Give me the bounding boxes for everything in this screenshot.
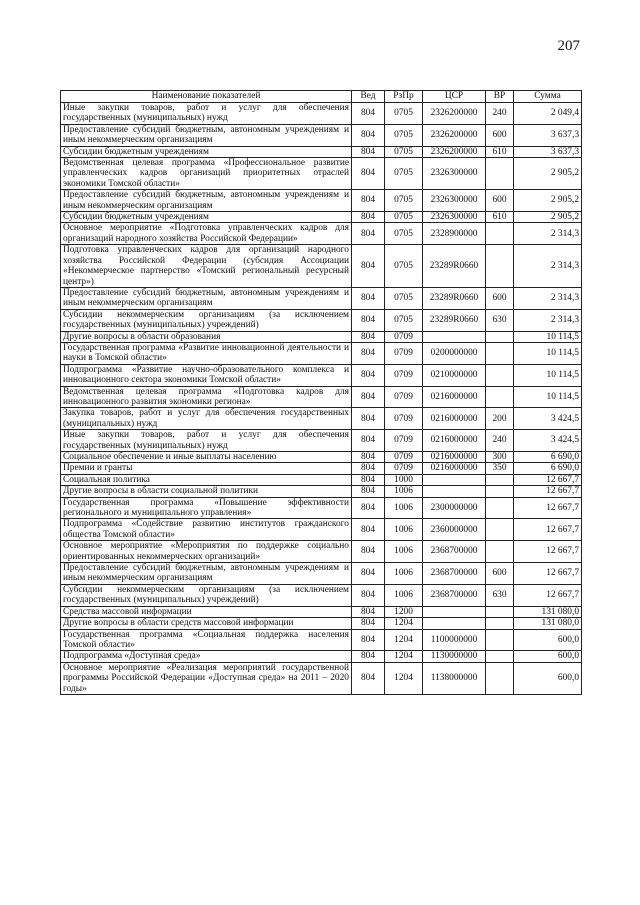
cell-vr [486,519,514,541]
cell-vr: 600 [486,287,514,309]
cell-ved: 804 [352,584,385,606]
table-row [61,463,582,474]
cell-rzpr: 1200 [385,606,423,617]
cell-sum: 10 114,5 [514,342,582,364]
cell-ved: 804 [352,563,385,585]
cell-name: Государственная программа «Повышение эффективности регионального и муниципального управления» [61,497,352,519]
cell-csr: 23289R0660 [423,245,486,288]
cell-csr: 2326200000 [423,146,486,157]
cell-csr: 1100000000 [423,629,486,651]
table-row [61,124,582,146]
cell-sum: 131 080,0 [514,618,582,629]
cell-ved: 804 [352,463,385,474]
cell-name: Подпрограмма «Развитие научно-образовательного комплекса и инновационного сектора экономики Томской области» [61,364,352,386]
cell-vr: 630 [486,584,514,606]
cell-csr: 2326200000 [423,124,486,146]
cell-rzpr: 0705 [385,287,423,309]
cell-csr: 2326300000 [423,212,486,223]
table-row [61,103,582,125]
cell-csr: 1138000000 [423,662,486,694]
cell-ved: 804 [352,331,385,342]
cell-csr [423,486,486,497]
cell-csr: 0216000000 [423,386,486,408]
cell-name: Другие вопросы в области средств массовой информации [61,618,352,629]
header-ved: Вед [352,91,385,103]
cell-csr: 0216000000 [423,430,486,452]
cell-ved: 804 [352,287,385,309]
cell-rzpr: 1006 [385,541,423,563]
cell-vr [486,158,514,190]
cell-vr: 610 [486,146,514,157]
table-row [61,430,582,452]
cell-ved: 804 [352,606,385,617]
table-row [61,651,582,662]
header-name: Наименование показателей [61,91,352,103]
cell-sum: 3 637,3 [514,124,582,146]
cell-rzpr: 1006 [385,584,423,606]
page-number: 207 [557,38,580,54]
cell-sum: 10 114,5 [514,331,582,342]
cell-csr: 2328900000 [423,223,486,245]
cell-vr: 240 [486,103,514,125]
cell-sum: 3 424,5 [514,430,582,452]
cell-rzpr: 1204 [385,618,423,629]
cell-ved: 804 [352,474,385,485]
table-row [61,541,582,563]
cell-name: Ведомственная целевая программа «Профессиональное развитие управленческих кадров организаций приоритетных отраслей экономики Томской области» [61,158,352,190]
cell-sum: 6 690,0 [514,463,582,474]
cell-name: Подготовка управленческих кадров для организаций народного хозяйства Российской Федерации (субсидия Ассоциации «Некоммерческое партнерство «Томский региональный ресурсный центр») [61,245,352,288]
cell-vr: 630 [486,309,514,331]
cell-ved: 804 [352,103,385,125]
table-row [61,584,582,606]
cell-rzpr: 0705 [385,158,423,190]
cell-csr: 2368700000 [423,563,486,585]
cell-name: Субсидии бюджетным учреждениям [61,146,352,157]
cell-name: Другие вопросы в области образования [61,331,352,342]
cell-csr: 2300000000 [423,497,486,519]
cell-ved: 804 [352,452,385,463]
cell-rzpr: 1006 [385,519,423,541]
cell-ved: 804 [352,497,385,519]
table-row [61,146,582,157]
cell-rzpr: 1204 [385,629,423,651]
cell-name: Иные закупки товаров, работ и услуг для обеспечения государственных (муниципальных) нужд [61,103,352,125]
table-row [61,606,582,617]
cell-vr [486,223,514,245]
cell-rzpr: 0709 [385,364,423,386]
cell-csr: 0210000000 [423,364,486,386]
cell-vr: 610 [486,212,514,223]
table-row [61,342,582,364]
cell-sum: 12 667,7 [514,584,582,606]
cell-csr: 2360000000 [423,519,486,541]
cell-name: Средства массовой информации [61,606,352,617]
cell-sum: 3 637,3 [514,146,582,157]
table-row [61,408,582,430]
cell-name: Иные закупки товаров, работ и услуг для обеспечения государственных (муниципальных) нужд [61,430,352,452]
cell-vr [486,342,514,364]
cell-ved: 804 [352,541,385,563]
cell-rzpr: 0705 [385,223,423,245]
cell-vr [486,386,514,408]
cell-sum: 131 080,0 [514,606,582,617]
cell-vr: 600 [486,124,514,146]
cell-csr: 1130000000 [423,651,486,662]
table-row [61,287,582,309]
cell-rzpr: 0709 [385,463,423,474]
cell-name: Государственная программа «Развитие инновационной деятельности и науки в Томской области» [61,342,352,364]
cell-vr [486,474,514,485]
table-row [61,474,582,485]
cell-rzpr: 0705 [385,103,423,125]
table-row [61,497,582,519]
cell-csr [423,618,486,629]
cell-ved: 804 [352,386,385,408]
cell-ved: 804 [352,190,385,212]
table-row [61,309,582,331]
cell-rzpr: 0705 [385,146,423,157]
cell-vr: 200 [486,408,514,430]
cell-csr [423,474,486,485]
cell-name: Субсидии некоммерческим организациям (за исключением государственных (муниципальных) учреждений) [61,584,352,606]
table-row [61,662,582,694]
cell-csr: 0216000000 [423,408,486,430]
cell-sum: 12 667,7 [514,563,582,585]
table-row [61,563,582,585]
table-row [61,158,582,190]
cell-rzpr: 0705 [385,212,423,223]
cell-csr: 2368700000 [423,541,486,563]
cell-vr [486,618,514,629]
cell-rzpr: 0709 [385,452,423,463]
table-row [61,245,582,288]
cell-ved: 804 [352,309,385,331]
cell-ved: 804 [352,146,385,157]
cell-rzpr: 1204 [385,651,423,662]
cell-rzpr: 1006 [385,563,423,585]
header-csr: ЦСР [423,91,486,103]
cell-vr [486,541,514,563]
cell-sum: 10 114,5 [514,386,582,408]
cell-rzpr: 0709 [385,386,423,408]
cell-rzpr: 1000 [385,474,423,485]
cell-ved: 804 [352,519,385,541]
cell-name: Основное мероприятие «Реализация мероприятий государственной программы Российской Федерации «Доступная среда» на 2011 – 2020 годы» [61,662,352,694]
cell-sum: 6 690,0 [514,452,582,463]
cell-csr: 2326300000 [423,158,486,190]
cell-sum: 2 049,4 [514,103,582,125]
cell-vr: 600 [486,190,514,212]
cell-rzpr: 0705 [385,245,423,288]
table-row [61,331,582,342]
cell-name: Основное мероприятие «Мероприятия по поддержке социально ориентированных некоммерческих организаций» [61,541,352,563]
cell-name: Подпрограмма «Содействие развитию институтов гражданского общества Томской области» [61,519,352,541]
cell-rzpr: 0705 [385,190,423,212]
cell-vr [486,245,514,288]
cell-name: Подпрограмма «Доступная среда» [61,651,352,662]
cell-name: Предоставление субсидий бюджетным, автономным учреждениям и иным некоммерческим организациям [61,124,352,146]
cell-ved: 804 [352,408,385,430]
table-row [61,364,582,386]
cell-ved: 804 [352,486,385,497]
cell-ved: 804 [352,342,385,364]
cell-sum: 2 905,2 [514,212,582,223]
cell-name: Другие вопросы в области социальной политики [61,486,352,497]
cell-sum: 600,0 [514,629,582,651]
header-rzpr: РзПр [385,91,423,103]
cell-sum: 2 314,3 [514,223,582,245]
cell-csr [423,331,486,342]
cell-ved: 804 [352,629,385,651]
cell-sum: 2 314,3 [514,245,582,288]
table-row [61,190,582,212]
cell-sum: 10 114,5 [514,364,582,386]
header-vr: ВР [486,91,514,103]
cell-name: Социальное обеспечение и иные выплаты населению [61,452,352,463]
cell-name: Социальная политика [61,474,352,485]
cell-vr [486,497,514,519]
cell-sum: 2 314,3 [514,287,582,309]
cell-rzpr: 1006 [385,497,423,519]
cell-vr [486,629,514,651]
cell-ved: 804 [352,618,385,629]
cell-name: Предоставление субсидий бюджетным, автономным учреждениям и иным некоммерческим организациям [61,287,352,309]
table-row [61,386,582,408]
cell-name: Предоставление субсидий бюджетным, автономным учреждениям и иным некоммерческим организациям [61,190,352,212]
cell-sum: 3 424,5 [514,408,582,430]
cell-ved: 804 [352,124,385,146]
cell-csr: 0216000000 [423,452,486,463]
cell-vr [486,364,514,386]
table-row [61,212,582,223]
cell-name: Субсидии бюджетным учреждениям [61,212,352,223]
cell-vr [486,606,514,617]
budget-table [60,90,582,695]
cell-ved: 804 [352,430,385,452]
cell-ved: 804 [352,245,385,288]
cell-csr [423,606,486,617]
cell-vr [486,662,514,694]
cell-name: Ведомственная целевая программа «Подготовка кадров для инновационного развития экономики региона» [61,386,352,408]
cell-rzpr: 1006 [385,486,423,497]
header-sum: Сумма [514,91,582,103]
cell-rzpr: 0705 [385,124,423,146]
cell-name: Предоставление субсидий бюджетным, автономным учреждениям и иным некоммерческим организациям [61,563,352,585]
table-row [61,629,582,651]
cell-name: Закупка товаров, работ и услуг для обеспечения государственных (муниципальных) нужд [61,408,352,430]
cell-vr: 240 [486,430,514,452]
cell-name: Субсидии некоммерческим организациям (за исключением государственных (муниципальных) учреждений) [61,309,352,331]
cell-csr: 2368700000 [423,584,486,606]
cell-sum: 12 667,7 [514,486,582,497]
table-row [61,486,582,497]
cell-sum: 12 667,7 [514,519,582,541]
cell-rzpr: 0709 [385,342,423,364]
cell-name: Основное мероприятие «Подготовка управленческих кадров для организаций народного хозяйства Российской Федерации» [61,223,352,245]
cell-ved: 804 [352,651,385,662]
table-row [61,519,582,541]
cell-rzpr: 0709 [385,430,423,452]
cell-csr: 23289R0660 [423,309,486,331]
cell-csr: 23289R0660 [423,287,486,309]
table-body [61,103,582,695]
cell-sum: 600,0 [514,651,582,662]
cell-sum: 600,0 [514,662,582,694]
cell-rzpr: 0705 [385,309,423,331]
cell-name: Государственная программа «Социальная поддержка населения Томской области» [61,629,352,651]
cell-csr: 2326200000 [423,103,486,125]
cell-sum: 12 667,7 [514,541,582,563]
cell-vr: 300 [486,452,514,463]
table-header-row [61,91,582,103]
cell-ved: 804 [352,212,385,223]
cell-csr: 0216000000 [423,463,486,474]
cell-vr [486,486,514,497]
cell-sum: 2 905,2 [514,190,582,212]
table-row [61,618,582,629]
cell-sum: 12 667,7 [514,474,582,485]
cell-sum: 12 667,7 [514,497,582,519]
cell-vr [486,651,514,662]
cell-rzpr: 1204 [385,662,423,694]
table-row [61,223,582,245]
cell-csr: 2326300000 [423,190,486,212]
cell-ved: 804 [352,662,385,694]
cell-csr: 0200000000 [423,342,486,364]
cell-name: Премии и гранты [61,463,352,474]
cell-ved: 804 [352,223,385,245]
cell-vr: 350 [486,463,514,474]
table-row [61,452,582,463]
cell-vr [486,331,514,342]
cell-vr: 600 [486,563,514,585]
cell-rzpr: 0709 [385,408,423,430]
cell-sum: 2 905,2 [514,158,582,190]
cell-ved: 804 [352,364,385,386]
cell-ved: 804 [352,158,385,190]
cell-rzpr: 0709 [385,331,423,342]
cell-sum: 2 314,3 [514,309,582,331]
